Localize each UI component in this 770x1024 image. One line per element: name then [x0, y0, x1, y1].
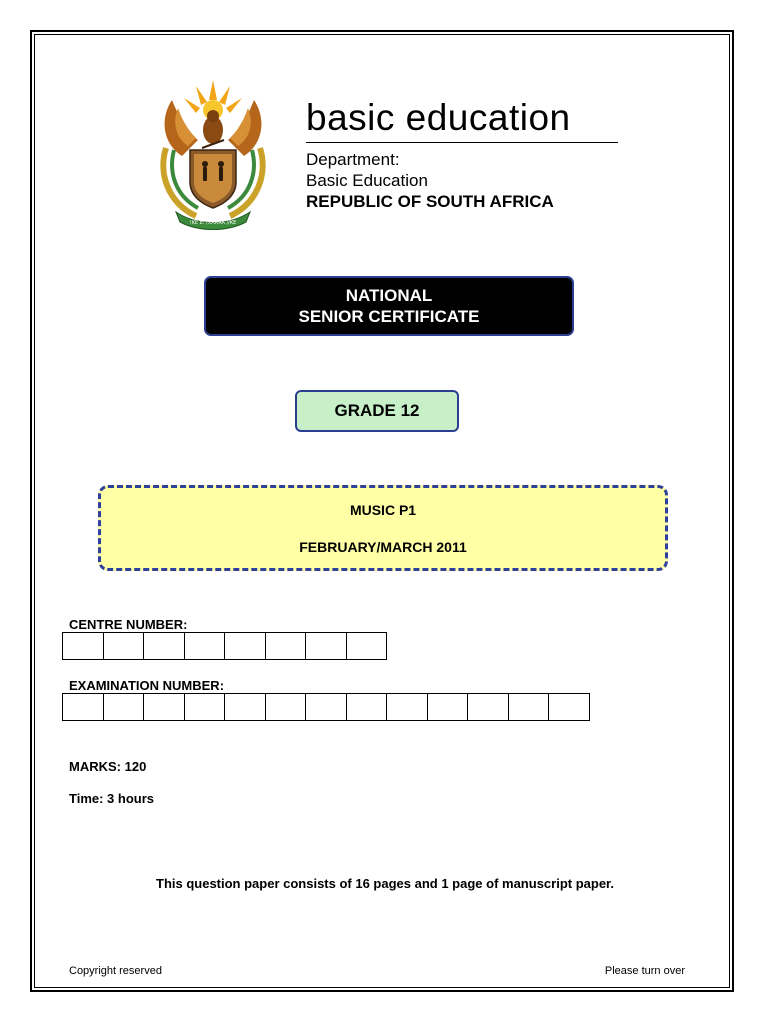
centre-number-cell[interactable]	[346, 632, 388, 660]
centre-number-label: CENTRE NUMBER:	[69, 617, 188, 632]
copyright-note: Copyright reserved	[69, 965, 162, 977]
centre-number-cell[interactable]	[184, 632, 226, 660]
brand-underline	[306, 142, 618, 143]
department-label: Department:	[306, 150, 400, 169]
svg-text:!KE E: /XARRA //KE: !KE E: /XARRA //KE	[189, 220, 237, 226]
examination-number-label: EXAMINATION NUMBER:	[69, 678, 225, 693]
certificate-banner	[204, 276, 574, 336]
centre-number-cell[interactable]	[103, 632, 145, 660]
examination-number-cell[interactable]	[103, 693, 145, 721]
time-label: Time: 3 hours	[69, 791, 155, 806]
grade-badge	[295, 390, 459, 432]
centre-number-cell[interactable]	[62, 632, 104, 660]
examination-number-cell[interactable]	[62, 693, 104, 721]
centre-number-boxes	[62, 632, 387, 660]
page-count-note: This question paper consists of 16 pages and 1 page of manuscript paper.	[156, 876, 614, 891]
examination-number-cell[interactable]	[548, 693, 590, 721]
examination-number-cell[interactable]	[265, 693, 307, 721]
exam-session: FEBRUARY/MARCH 2011	[299, 539, 467, 555]
certificate-line-1: NATIONAL	[345, 286, 433, 305]
centre-number-cell[interactable]	[305, 632, 347, 660]
examination-number-cell[interactable]	[386, 693, 428, 721]
examination-number-cell[interactable]	[224, 693, 266, 721]
marks-label: MARKS: 120	[69, 759, 147, 774]
examination-number-cell[interactable]	[184, 693, 226, 721]
examination-number-cell[interactable]	[305, 693, 347, 721]
examination-number-cell[interactable]	[346, 693, 388, 721]
department-name: Basic Education	[306, 171, 428, 190]
turn-over-note: Please turn over	[604, 965, 685, 977]
brand-title: basic education	[306, 97, 571, 138]
grade-label: GRADE 12	[334, 401, 420, 420]
examination-number-cell[interactable]	[143, 693, 185, 721]
examination-number-boxes	[62, 693, 590, 721]
coat-of-arms-icon	[152, 78, 274, 230]
subject-title: MUSIC P1	[349, 502, 417, 518]
certificate-line-2: SENIOR CERTIFICATE	[298, 307, 480, 326]
centre-number-cell[interactable]	[265, 632, 307, 660]
subject-box	[98, 485, 668, 571]
centre-number-cell[interactable]	[143, 632, 185, 660]
centre-number-cell[interactable]	[224, 632, 266, 660]
examination-number-cell[interactable]	[467, 693, 509, 721]
examination-number-cell[interactable]	[508, 693, 550, 721]
examination-number-cell[interactable]	[427, 693, 469, 721]
republic-label: REPUBLIC OF SOUTH AFRICA	[306, 192, 554, 211]
